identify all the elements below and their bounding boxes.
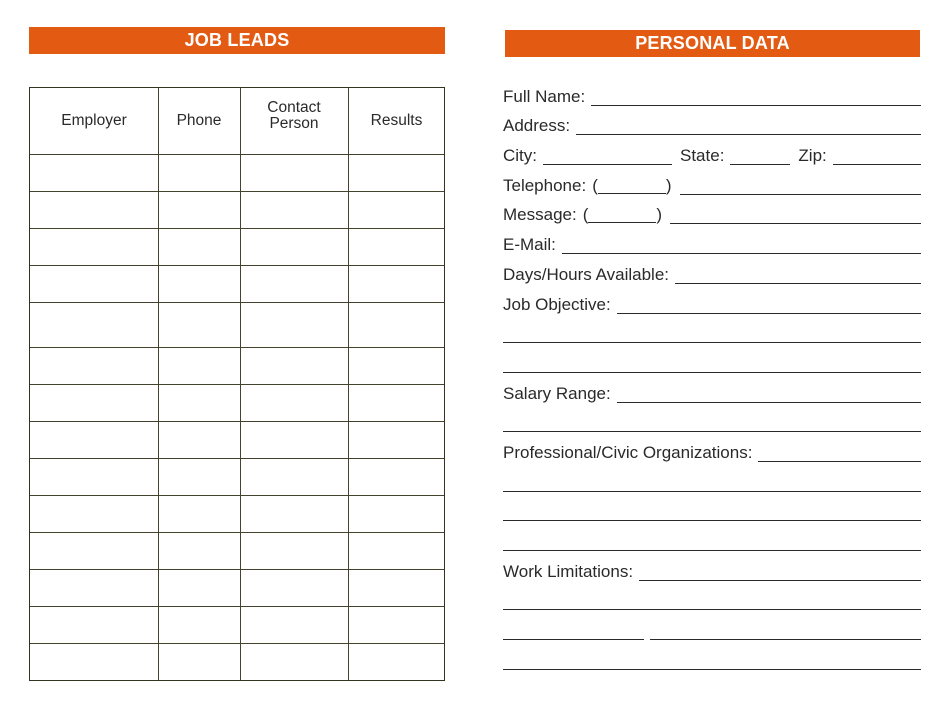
telephone-area-code-field[interactable] [598,193,666,194]
city-state-zip-row [503,147,921,167]
state-field[interactable] [730,164,790,165]
email-label: E-Mail: [503,235,556,254]
column-header-employer: Employer [61,112,127,129]
organizations-row [503,444,921,464]
salary-range-label: Salary Range: [503,384,611,403]
telephone-field[interactable] [680,194,921,195]
address-label: Address: [503,116,571,135]
table-row[interactable] [30,569,444,606]
telephone-row [503,177,921,197]
job-objective-field-2[interactable] [503,342,921,343]
work-limitations-label: Work Limitations: [503,562,634,581]
state-label: State: [680,146,725,165]
salary-range-field[interactable] [617,402,921,403]
message-area-code: ( ) [582,205,663,224]
job-objective-label: Job Objective: [503,295,611,314]
table-row[interactable] [30,532,444,569]
work-limitations-field-4[interactable] [503,669,921,670]
work-limitations-line-4 [503,652,921,672]
days-hours-label: Days/Hours Available: [503,265,669,284]
work-limitations-field-3a[interactable] [503,639,644,640]
work-limitations-line-3 [503,622,921,642]
table-row[interactable] [30,228,444,265]
full-name-row [503,88,921,108]
table-row[interactable] [30,191,444,228]
job-leads-banner [29,27,445,54]
personal-data-title: PERSONAL DATA [635,33,790,53]
job-leads-title: JOB LEADS [184,30,290,50]
full-name-label: Full Name: [503,87,586,106]
personal-data-banner [505,30,920,57]
organizations-label: Professional/Civic Organizations: [503,443,753,462]
table-row[interactable] [30,302,444,347]
telephone-label: Telephone: [503,176,587,195]
message-row [503,206,921,226]
table-row[interactable] [30,495,444,532]
organizations-line-3 [503,503,921,523]
table-row[interactable] [30,606,444,643]
salary-range-row [503,385,921,405]
message-area-code-field[interactable] [588,222,656,223]
column-header-results: Results [370,112,423,129]
salary-range-field-2[interactable] [503,431,921,432]
job-objective-line-3 [503,355,921,375]
address-row [503,117,921,137]
work-limitations-row [503,563,921,583]
table-row[interactable] [30,265,444,302]
message-label: Message: [503,205,577,224]
table-row[interactable] [30,643,444,679]
organizations-line-4 [503,533,921,553]
column-header-contact-person: Contact Person [267,99,321,132]
work-limitations-line-2 [503,592,921,612]
email-field[interactable] [562,253,921,254]
city-field[interactable] [543,164,672,165]
email-row [503,236,921,256]
work-limitations-field-3b[interactable] [650,639,921,640]
work-limitations-field[interactable] [639,580,921,581]
job-objective-row [503,296,921,316]
work-limitations-field-2[interactable] [503,609,921,610]
table-row[interactable] [30,154,444,191]
telephone-area-code: ( ) [592,176,672,195]
days-hours-row [503,266,921,286]
column-header-phone: Phone [176,112,222,129]
organizations-field-3[interactable] [503,520,921,521]
zip-field[interactable] [833,164,921,165]
table-row[interactable] [30,458,444,495]
table-row[interactable] [30,384,444,421]
organizations-field-4[interactable] [503,550,921,551]
table-row[interactable] [30,347,444,384]
salary-range-line-2 [503,414,921,434]
job-objective-field-3[interactable] [503,372,921,373]
job-objective-field[interactable] [617,313,921,314]
organizations-line-2 [503,474,921,494]
full-name-field[interactable] [591,105,921,106]
city-label: City: [503,146,537,165]
days-hours-field[interactable] [675,283,921,284]
organizations-field-2[interactable] [503,491,921,492]
organizations-field[interactable] [758,461,921,462]
address-field[interactable] [576,134,921,135]
job-leads-table [29,87,445,681]
zip-label: Zip: [798,146,827,165]
message-field[interactable] [670,223,921,224]
job-objective-line-2 [503,325,921,345]
table-row[interactable] [30,421,444,458]
